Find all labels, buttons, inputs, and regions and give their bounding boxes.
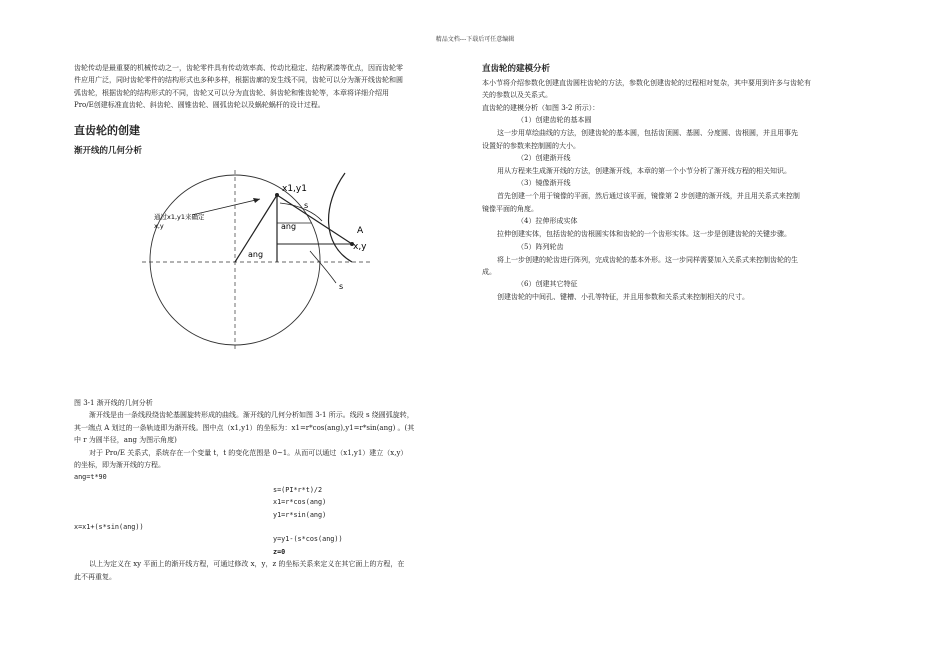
step-body: 创建齿轮的中间孔、键槽、小孔等特征，并且用参数和关系式来控制相关的尺寸。 — [497, 293, 749, 302]
equation: x=x1+(s*sin(ang)) — [74, 523, 144, 532]
point-x1y1 — [275, 193, 279, 197]
intro-line: 件应用广泛，同时齿轮零件的结构形式也多种多样，根据齿廓的发生线不同，齿轮可以分为渐开线齿轮和圆 — [74, 76, 403, 85]
intro-line: 弧齿轮，根据齿轮的结构形式的不同，齿轮又可以分为直齿轮、斜齿轮和锥齿轮等，本章将详细介绍用 — [74, 88, 389, 97]
step-body: 这一步用草绘曲线的方法，创建齿轮的基本圆，包括齿顶圆、基圆、分度圆、齿根圆，并且用事先 — [497, 129, 798, 138]
label-xy: x,y — [353, 242, 367, 252]
step-body: 拉伸创建实体，包括齿轮的齿根圆实体和齿轮的一个齿形实体。这一步是创建齿轮的关键步骤。 — [497, 230, 791, 239]
para-line: 对于 Pro/E 关系式，系统存在一个变量 t，t 的变化范围是 0~1。从而可以通过（x1,y1）建立（x,y） — [89, 448, 408, 457]
step-body: 将上一步创建的轮齿进行阵列，完成齿轮的基本外形。这一步同样需要加入关系式来控制齿轮的生 — [497, 255, 798, 264]
step-body: 设置好的参数来控制圆的大小。 — [482, 141, 580, 150]
label-ang-top: ang — [281, 222, 297, 231]
equation: z=0 — [273, 547, 286, 556]
para-line: 此不再重复。 — [74, 572, 116, 581]
label-x1y1: x1,y1 — [282, 184, 307, 194]
equation: s=(PI*r*t)/2 — [273, 485, 323, 494]
note-line: 通过x1,y1来确定 — [154, 213, 205, 221]
step-title: （4）拉伸形成实体 — [517, 217, 578, 226]
step-title: （3）镜像渐开线 — [517, 179, 571, 188]
equation: ang=t*90 — [74, 473, 107, 482]
intro-line: 本小节将介绍参数化创建直齿圆柱齿轮的方法，参数化创建齿轮的过程相对复杂，其中要用到许多与齿轮有 — [482, 79, 811, 87]
right-column — [482, 62, 882, 304]
step-title: （1）创建齿轮的基本圆 — [517, 116, 592, 125]
para-line: 中 r 为圆半径，ang 为图示角度) — [74, 436, 177, 445]
section-title: 直齿轮的创建 — [74, 123, 140, 137]
segment-s — [277, 195, 352, 244]
subsection-title: 渐开线的几何分析 — [74, 145, 143, 156]
label-s-top: s — [304, 201, 309, 210]
left-column — [74, 62, 474, 156]
label-s-bottom: s — [339, 282, 344, 291]
para-line: 以上为定义在 xy 平面上的渐开线方程，可通过修改 x，y，z 的坐标关系来定义在其它面上的方程，在 — [89, 560, 405, 569]
step-body: 镜像平面的角度。 — [482, 204, 538, 213]
figure-caption: 图 3-1 渐开线的几何分析 — [74, 399, 153, 407]
right-title: 直齿轮的建模分析 — [482, 64, 551, 74]
label-ang-mid: ang — [248, 250, 264, 259]
intro-line: Pro/E创建标准直齿轮、斜齿轮、圆锥齿轮、圆弧齿轮以及蜗轮蜗杆的设计过程。 — [74, 101, 325, 110]
involute-figure — [140, 165, 380, 355]
left-column-lower — [74, 397, 474, 583]
note-line: x,y — [154, 222, 164, 230]
para-line: 渐开线是由一条线段绕齿轮基圆旋转形成的曲线。渐开线的几何分析如图 3-1 所示。线段 s 绕圆弧旋转， — [89, 411, 414, 420]
step-title: （2）创建渐开线 — [517, 154, 571, 163]
step-body: 成。 — [482, 268, 496, 277]
arc-arrow-bottom — [310, 251, 336, 283]
step-body: 用从方程来生成渐开线的方法，创建渐开线，本章的第一个小节分析了渐开线方程的相关知识。 — [497, 167, 791, 176]
equation: y=y1-(s*cos(ang)) — [273, 535, 343, 544]
label-A: A — [357, 226, 364, 236]
step-title: （6）创建其它特征 — [517, 280, 578, 289]
page-header: 精品文档---下载后可任意编辑 — [435, 36, 515, 43]
involute-curve — [329, 173, 352, 262]
step-title: （5）阵列轮齿 — [517, 242, 564, 251]
arrow-head — [253, 198, 260, 203]
step-body: 首先创建一个用于镜像的平面，然后通过该平面，镜像第 2 步创建的渐开线，并且用关系式来控制 — [497, 192, 800, 201]
arc-arrow — [280, 203, 322, 221]
intro-line: 齿轮传动是最重要的机械传动之一，齿轮零件具有传动效率高、传动比稳定、结构紧凑等优点，因而齿轮零 — [74, 64, 403, 72]
intro-line: 直齿轮的建模分析（如图 3-2 所示）： — [482, 103, 600, 112]
para-line: 的坐标，即为渐开线的方程。 — [74, 461, 165, 470]
para-line: 其一端点 A 划过的一条轨迹即为渐开线。图中点（x1,y1）的坐标为：x1=r*cos(ang),y1=r*sin(ang) 。(其 — [74, 423, 415, 432]
intro-line: 关的参数以及关系式。 — [482, 91, 552, 100]
equation: y1=r*sin(ang) — [273, 510, 327, 519]
equation: x1=r*cos(ang) — [273, 498, 327, 507]
